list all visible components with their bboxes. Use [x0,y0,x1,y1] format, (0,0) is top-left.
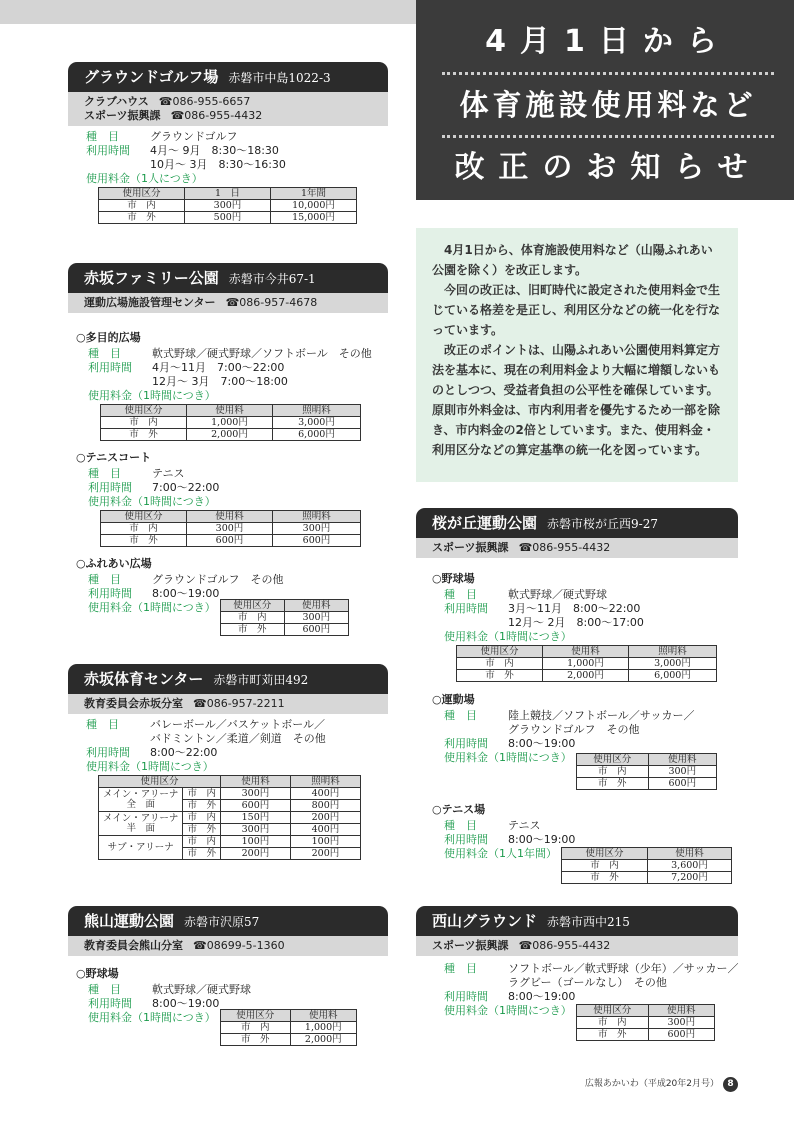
table-cell: 市 外 [101,429,187,441]
table-cell: 300円 [220,824,290,836]
contact-tel: 086-957-4678 [239,296,318,309]
text-label: 3月～11月 8:00～22:00 [508,602,641,615]
section-title: 桜が丘運動公園 [432,514,538,532]
section-title: 赤坂体育センター [84,670,204,688]
table-row [576,778,716,790]
contact-tel: 086-955-4432 [532,541,611,554]
contact-name: スポーツ振興課 [432,939,509,952]
contact-tel: 086-957-2211 [206,697,285,710]
text-label: 陸上競技／ソフトボール／サッカー／ [508,709,695,722]
table-cell: 市 外 [183,824,221,836]
intro-paragraph: 改正のポイントは、山陽ふれあい公園使用料算定方法を基本に、現在の利用料金より大幅に増額しないものとしつつ、受益者負担の公平性を確保しています。原則市外料金は、市内利用者を優先するため一部を除き、市内料金の2倍としています。また、使用料金・利用区分などの算定基準の統一化を図っています。 [432,343,721,457]
contact-tel: 086-955-4432 [532,939,611,952]
text-label: 種 目 [444,709,477,722]
section-header [68,263,388,293]
table-cell: 2,000円 [543,670,629,682]
text-label: 8:00～19:00 [508,990,576,1003]
text-label: グラウンドゴルフ その他 [152,573,284,586]
divider [442,72,774,75]
table-cell: 使用料 [284,600,348,612]
table-row [99,788,361,800]
table-cell: 使用料 [648,754,716,766]
contact-name: 教育委員会熊山分室 [84,939,183,952]
facility-label: ○テニスコート [76,451,152,464]
table-cell: 市 内 [101,523,187,535]
fee-table [98,187,357,224]
section-nishiyama [416,906,738,1041]
phone-icon: ☎ [518,541,533,554]
table-row [576,766,716,778]
text-label: 使用料金（1時間につき） [444,751,572,764]
contact-tel: 086-955-4432 [184,109,263,122]
contact-name: スポーツ振興課 [432,541,509,554]
table-cell: 使用区分 [457,646,543,658]
fee-label: 使用料金（1人につき） [86,172,203,185]
table-cell: 市 外 [183,848,221,860]
table-cell: 6,000円 [629,670,717,682]
intro-paragraph: 4月1日から、体育施設使用料など（山陽ふれあい公園を除く）を改正します。 [432,243,713,277]
col-header: 1 日 [185,188,271,200]
table-cell: 使用料 [648,1005,714,1017]
table-cell: 1,000円 [290,1022,356,1034]
table-cell: 市 内 [220,1022,290,1034]
phone-icon: ☎ [518,939,533,952]
text-label: 利用時間 [88,997,132,1010]
table-cell: 10,000円 [271,200,357,212]
hero-title-line3: 改正のお知らせ [454,150,762,185]
kind-value: グラウンドゴルフ [150,130,238,143]
contact-box [68,293,388,313]
contact-box [68,936,388,956]
section-address: 赤磐市中島1022-3 [228,71,331,85]
table-row [220,1034,356,1046]
section-akasaka-family-park [68,263,388,313]
text-label: 使用料金（1時間につき） [444,630,572,643]
section-title: 西山グラウンド [432,912,538,930]
phone-icon: ☎ [170,109,185,122]
table-cell: 1,000円 [187,417,273,429]
table-row [99,200,357,212]
table-cell: 150円 [220,812,290,824]
text-label: 種 目 [444,819,477,832]
kind-label: 種 目 [86,130,119,143]
phone-icon: ☎ [158,95,173,108]
table-cell: 3,600円 [648,860,732,872]
table-cell: 600円 [273,535,361,547]
table-cell: 使用料 [543,646,629,658]
table-cell: 市 内 [576,766,648,778]
table-cell: 市 内 [101,417,187,429]
table-row [457,670,717,682]
section-address: 赤磐市町苅田492 [213,673,309,687]
text-label: 利用時間 [88,587,132,600]
text-label: 種 目 [86,718,119,731]
facility-tennis-court [76,444,396,547]
text-label: 8:00～19:00 [152,997,220,1010]
table-cell: 市 外 [183,800,221,812]
table-cell: 市 内 [183,788,221,800]
table-row [562,872,732,884]
table-cell: 100円 [290,836,360,848]
contact-name: 教育委員会赤坂分室 [84,697,183,710]
table-cell: 3,000円 [629,658,717,670]
table-row [101,523,361,535]
table-cell: 照明料 [629,646,717,658]
table-cell: 300円 [648,766,716,778]
table-cell [99,812,183,836]
table-cell: 市 内 [457,658,543,670]
table-cell: 使用区分 [220,1010,290,1022]
text-label: ラグビー（ゴールなし） その他 [508,976,667,989]
hours-value: 4月～ 9月 8:30～18:30 [150,144,279,157]
text-label: 利用時間 [444,833,488,846]
table-cell: 使用料 [220,776,290,788]
text-label: バドミントン／柔道／剣道 その他 [150,732,326,745]
fee-table [100,510,361,547]
section-ground-golf [68,62,388,224]
text-label: テニス [152,467,185,480]
fee-table [98,775,361,860]
fee-table [576,1004,715,1041]
table-cell: 300円 [284,612,348,624]
table-cell: 200円 [220,848,290,860]
table-cell: 600円 [284,624,348,636]
table-cell: 市 内 [576,1017,648,1029]
table-cell: 市 外 [99,212,185,224]
table-cell: 使用料 [290,1010,356,1022]
table-cell: 使用区分 [562,848,648,860]
table-cell: 7,200円 [648,872,732,884]
top-band [0,0,416,24]
table-cell: 使用料 [187,511,273,523]
text-label: 使用料金（1人1年間） [444,847,557,860]
hours-value: 4月～11月 7:00～22:00 [152,361,285,374]
table-cell: 照明料 [273,511,361,523]
contact-box [416,936,738,956]
table-cell: 300円 [648,1017,714,1029]
table-cell: 市 内 [99,200,185,212]
text-label: 種 目 [88,983,121,996]
contact-box [68,694,388,714]
col-header: 1年間 [271,188,357,200]
fee-label: 使用料金（1時間につき） [88,389,216,402]
text-label: 軟式野球／硬式野球 [152,983,251,996]
table-cell: 市 外 [457,670,543,682]
text-label: メイン・アリーナ [103,812,179,824]
facility-baseball [432,565,752,682]
text-label: 8:00～22:00 [150,746,218,759]
contact-name: クラブハウス [84,95,149,108]
table-row [220,1022,356,1034]
text-label: 8:00～19:00 [152,587,220,600]
text-label: 種 目 [88,467,121,480]
text-label: ○テニス場 [432,803,486,816]
table-cell: 100円 [220,836,290,848]
table-cell: 使用料 [648,848,732,860]
table-cell: 市 外 [101,535,187,547]
hours-value: 10月～ 3月 8:30～16:30 [150,158,286,171]
table-cell: 市 外 [576,778,648,790]
table-row [562,860,732,872]
hero-title-line1: 4月1日から [485,24,731,59]
intro-box [416,228,738,482]
table-cell: 300円 [220,788,290,800]
hours-label: 利用時間 [88,361,132,374]
table-cell: 600円 [187,535,273,547]
hours-value: 12月～ 3月 7:00～18:00 [152,375,288,388]
fee-table [220,1009,357,1046]
intro-paragraph: 今回の改正は、旧町時代に設定された使用料金で生じている格差を是正し、利用区分などの統一化を行なっています。 [432,283,721,337]
table-cell: 使用料 [187,405,273,417]
section-akasaka-gym [68,664,388,860]
text-label: 使用料金（1時間につき） [88,1011,216,1024]
table-cell: 使用区分 [576,1005,648,1017]
contact-tel: 086-955-6657 [172,95,251,108]
table-cell: 6,000円 [273,429,361,441]
table-cell: 15,000円 [271,212,357,224]
table-cell: 2,000円 [187,429,273,441]
facility-label: ○多目的広場 [76,331,141,344]
table-cell: 市 外 [220,624,284,636]
table-cell: 照明料 [290,776,360,788]
facility-baseball [76,960,396,1046]
table-cell: 市 内 [183,812,221,824]
section-header [68,906,388,936]
table-cell: 市 外 [220,1034,290,1046]
text-label: 7:00～22:00 [152,481,220,494]
table-cell: 200円 [290,848,360,860]
section-header [416,906,738,936]
hero-banner [416,0,794,200]
text-label: グラウンドゴルフ その他 [508,723,640,736]
table-row [101,429,361,441]
section-address: 赤磐市桜が丘西9-27 [547,517,658,531]
table-row [101,535,361,547]
table-cell: 使用区分 [576,754,648,766]
table-cell: 300円 [185,200,271,212]
table-cell: 3,000円 [273,417,361,429]
text-label: 8:00～19:00 [508,833,576,846]
hero-title-line2: 体育施設使用料など [459,88,757,122]
table-cell: サブ・アリーナ [99,836,183,860]
table-cell: 市 内 [220,612,284,624]
table-cell: 使用区分 [101,405,187,417]
table-cell: 800円 [290,800,360,812]
section-title: 熊山運動公園 [84,912,175,930]
text-label: 利用時間 [444,737,488,750]
text-label: 種 目 [88,573,121,586]
hours-label: 利用時間 [86,144,130,157]
col-header: 使用区分 [99,188,185,200]
page-number: 8 [723,1077,738,1092]
table-cell: 照明料 [273,405,361,417]
table-cell: 1,000円 [543,658,629,670]
text-label: メイン・アリーナ [103,788,179,800]
table-cell: 市 外 [562,872,648,884]
table-cell: 2,000円 [290,1034,356,1046]
contact-name: 運動広場施設管理センター [84,296,216,309]
table-cell: 300円 [273,523,361,535]
section-address: 赤磐市今井67-1 [228,272,316,286]
footer [585,1076,738,1092]
section-header [416,508,738,538]
text-label: バレーボール／バスケットボール／ [150,718,326,731]
divider [442,135,774,138]
section-header [68,62,388,92]
text-label: 使用料金（1時間につき） [86,760,214,773]
phone-icon: ☎ [193,939,207,952]
text-label: 使用料金（1時間につき） [444,1004,572,1017]
kind-label: 種 目 [88,347,121,360]
section-title: グラウンドゴルフ場 [84,68,219,86]
text-label: 軟式野球／硬式野球 [508,588,607,601]
kind-value: 軟式野球／硬式野球／ソフトボール その他 [152,347,372,360]
table-row [99,836,361,848]
table-cell: 600円 [648,778,716,790]
facility-multi-purpose [76,324,396,441]
text-label: ○野球場 [76,967,119,980]
table-cell: 市 内 [562,860,648,872]
table-cell: 使用区分 [220,600,284,612]
section-address: 赤磐市沢原57 [184,915,260,929]
table-row [99,212,357,224]
table-row [576,1029,714,1041]
table-row [220,624,348,636]
table-row [220,612,348,624]
contact-box [416,538,738,558]
fee-table [561,847,732,884]
text-label: 使用料金（1時間につき） [88,495,216,508]
text-label: 全 面 [126,798,155,810]
fee-table [576,753,717,790]
facility-tennis [432,796,752,884]
table-row [99,812,361,824]
facility-athletic-field [432,686,752,790]
table-cell [99,788,183,812]
table-row [101,417,361,429]
section-header [68,664,388,694]
contact-tel: 08699-5-1360 [206,939,285,952]
section-title: 赤坂ファミリー公園 [84,269,219,287]
table-cell: 400円 [290,788,360,800]
table-cell: 500円 [185,212,271,224]
phone-icon: ☎ [193,697,207,710]
contact-name: スポーツ振興課 [84,109,161,122]
table-cell: 市 内 [183,836,221,848]
text-label: 12月～ 2月 8:00～17:00 [508,616,644,629]
table-cell: 600円 [220,800,290,812]
text-label: 利用時間 [444,990,488,1003]
table-cell: 600円 [648,1029,714,1041]
fee-table [220,599,349,636]
text-label: 種 目 [444,962,477,975]
text-label: ソフトボール／軟式野球（少年）／サッカー／ [508,962,739,975]
table-cell: 使用区分 [99,776,221,788]
text-label: 使用料金（1時間につき） [88,601,216,614]
table-cell: 400円 [290,824,360,836]
text-label: 8:00～19:00 [508,737,576,750]
fee-table [456,645,717,682]
section-address: 赤磐市西中215 [547,915,630,929]
table-cell: 300円 [187,523,273,535]
text-label: 半 面 [126,822,155,834]
table-cell: 市 外 [576,1029,648,1041]
text-label: 利用時間 [444,602,488,615]
publication-name: 広報あかいわ（平成20年2月号） [584,1079,719,1089]
text-label: ○運動場 [432,693,475,706]
section-kumayama [68,906,388,956]
table-row [576,1017,714,1029]
contact-box [68,92,388,126]
section-sakuragaoka [416,508,738,558]
table-cell: 使用区分 [101,511,187,523]
phone-icon: ☎ [225,296,240,309]
table-cell: 200円 [290,812,360,824]
facility-fureai-field [76,550,396,636]
text-label: 利用時間 [86,746,130,759]
facility-label: ○ふれあい広場 [76,557,152,570]
text-label: 利用時間 [88,481,132,494]
table-row [457,658,717,670]
text-label: ○野球場 [432,572,475,585]
text-label: テニス [508,819,541,832]
fee-table [100,404,361,441]
text-label: 種 目 [444,588,477,601]
